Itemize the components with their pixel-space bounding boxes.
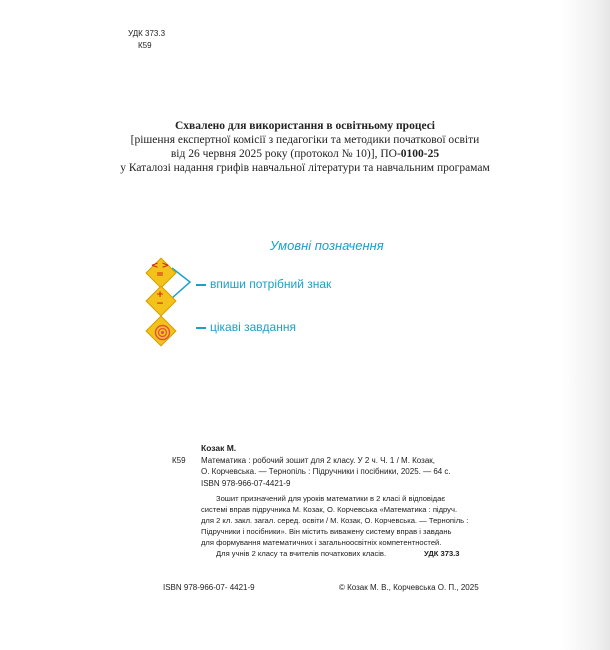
index-code: К59 — [138, 41, 152, 50]
bib-audience: Для учнів 2 класу та вчителів початкових класів. — [216, 549, 387, 558]
legend-item-comparison: впиши потрібний знак — [196, 277, 331, 291]
dash-icon — [196, 284, 206, 286]
footer-copyright: © Козак М. В., Корчевська О. П., 2025 — [339, 583, 479, 592]
bib-line-1: Математика : робочий зошит для 2 класу. У 2 ч. Ч. 1 / М. Козак, — [201, 456, 435, 465]
approval-line-2: [рішення експертної комісії з педагогіки та методики початкової освіти — [130, 134, 480, 146]
bib-index-code: К59 — [172, 456, 186, 465]
bib-annotation-line: для формування математичних і загальноосвітніх компетентностей. — [201, 538, 442, 547]
bib-isbn: ISBN 978-966-07-4421-9 — [201, 479, 291, 488]
bib-line-2: О. Корчевська. — Тернопіль : Підручники і посібники, 2025. — 64 с. — [201, 467, 451, 476]
bib-annotation-line: для 2 кл. закл. загал. серед. освіти / М. Козак, О. Корчевська. — Тернопіль : — [201, 516, 469, 525]
bib-author-heading: Козак М. — [201, 443, 237, 453]
bib-annotation-line: Підручники і посібники». Він містить виважену систему вправ і завдань — [201, 527, 452, 536]
dash-icon — [196, 327, 206, 329]
udk-code: УДК 373.3 — [128, 29, 166, 38]
bib-annotation-line: Зошит призначений для уроків математики в 2 класі й відповідає — [216, 494, 446, 503]
bib-udk: УДК 373.3 — [424, 549, 460, 558]
bib-annotation-line: системі вправ підручника М. Козак, О. Корчевська «Математика : підруч. — [201, 505, 458, 514]
legend-item-interesting: цікаві завдання — [196, 320, 296, 334]
footer-isbn: ISBN 978-966-07- 4421-9 — [163, 583, 255, 592]
legend-title: Умовні позначення — [270, 238, 384, 253]
approval-line-1: Схвалено для використання в освітньому процесі — [175, 120, 435, 132]
page-edge-shadow — [560, 0, 610, 650]
approval-line-4: у Каталозі надання грифів навчальної літератури та навчальним програмам — [120, 162, 490, 174]
approval-line-3: від 26 червня 2025 року (протокол № 10)], ПО-0100-25 — [170, 148, 440, 160]
approval-number: 0100-25 — [400, 148, 440, 160]
